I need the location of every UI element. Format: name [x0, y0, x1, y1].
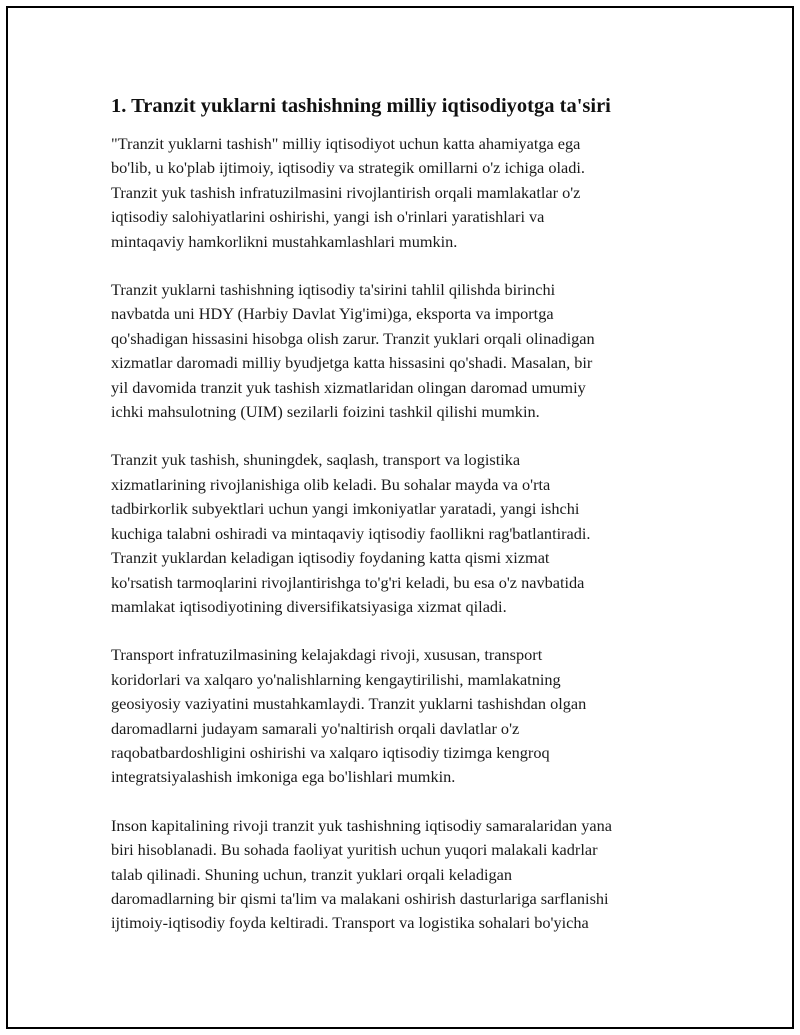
text-line: Tranzit yuk tashish, shuningdek, saqlash, transport va logistika [111, 450, 521, 470]
text-line: navbatda uni HDY (Harbiy Davlat Yig'imi)ga, eksporta va importga [111, 304, 554, 324]
paragraph-1 [111, 132, 691, 254]
text-line: biri hisoblanadi. Bu sohada faoliyat yuritish uchun yuqori malakali kadrlar [111, 840, 598, 860]
text-line: bo'lib, u ko'plab ijtimoiy, iqtisodiy va strategik omillarni o'z ichiga oladi. [111, 158, 585, 178]
text-line: Tranzit yuk tashish infratuzilmasini rivojlantirish orqali mamlakatlar o'z [111, 182, 581, 202]
text-line: geosiyosiy vaziyatini mustahkamlaydi. Tranzit yuklarni tashishdan olgan [111, 694, 587, 714]
section-heading: 1. Tranzit yuklarni tashishning milliy iqtisodiyotga ta'siri [111, 95, 611, 117]
text-line: integratsiyalashish imkoniga ega bo'lishlari mumkin. [111, 767, 456, 787]
text-line: mamlakat iqtisodiyotining diversifikatsiyasiga xizmat qiladi. [111, 596, 507, 616]
text-line: ijtimoiy-iqtisodiy foyda keltiradi. Transport va logistika sohalari bo'yicha [111, 913, 589, 933]
text-line: Transport infratuzilmasining kelajakdagi rivoji, xususan, transport [111, 645, 543, 665]
paragraph-2 [111, 278, 691, 424]
text-line: ko'rsatish tarmoqlarini rivojlantirishga to'g'ri keladi, bu esa o'z navbatida [111, 572, 585, 592]
text-line: koridorlari va xalqaro yo'nalishlarning kengaytirilishi, mamlakatning [111, 669, 561, 689]
text-line: Inson kapitalining rivoji tranzit yuk tashishning iqtisodiy samaralaridan yana [111, 815, 612, 835]
text-line: daromadlarni judayam samarali yo'naltirish orqali davlatlar o'z [111, 718, 520, 738]
text-line: talab qilinadi. Shuning uchun, tranzit yuklari orqali keladigan [111, 864, 513, 884]
text-line: xizmatlar daromadi milliy byudjetga katta hissasini qo'shadi. Masalan, bir [111, 353, 593, 373]
text-line: qo'shadigan hissasini hisobga olish zarur. Tranzit yuklari orqali olinadigan [111, 328, 595, 348]
text-line: kuchiga talabni oshiradi va mintaqaviy iqtisodiy faollikni rag'batlantiradi. [111, 523, 591, 543]
paragraph-5 [111, 814, 691, 936]
text-line: "Tranzit yuklarni tashish" milliy iqtisodiyot uchun katta ahamiyatga ega [111, 134, 581, 153]
text-line: tadbirkorlik subyektlari uchun yangi imkoniyatlar yaratadi, yangi ishchi [111, 499, 580, 519]
text-line: ichki mahsulotning (UIM) sezilarli foizini tashkil qilishi mumkin. [111, 402, 540, 422]
paragraph-4 [111, 643, 691, 789]
text-line: yil davomida tranzit yuk tashish xizmatlaridan olingan daromad umumiy [111, 377, 586, 397]
text-line: raqobatbardoshligini oshirishi va xalqaro iqtisodiy tizimga kengroq [111, 742, 550, 762]
text-line: mintaqaviy hamkorlikni mustahkamlashlari mumkin. [111, 231, 458, 251]
text-line: daromadlarning bir qismi ta'lim va malakani oshirish dasturlariga sarflanishi [111, 888, 609, 908]
text-line: Tranzit yuklarni tashishning iqtisodiy ta'sirini tahlil qilishda birinchi [111, 280, 556, 300]
text-line: iqtisodiy salohiyatlarini oshirishi, yangi ish o'rinlari yaratishlari va [111, 207, 545, 227]
text-line: Tranzit yuklardan keladigan iqtisodiy foydaning katta qismi xizmat [111, 548, 550, 568]
document-body [111, 92, 691, 960]
text-line: xizmatlarining rivojlanishiga olib keladi. Bu sohalar mayda va o'rta [111, 474, 551, 494]
paragraph-3 [111, 448, 691, 619]
